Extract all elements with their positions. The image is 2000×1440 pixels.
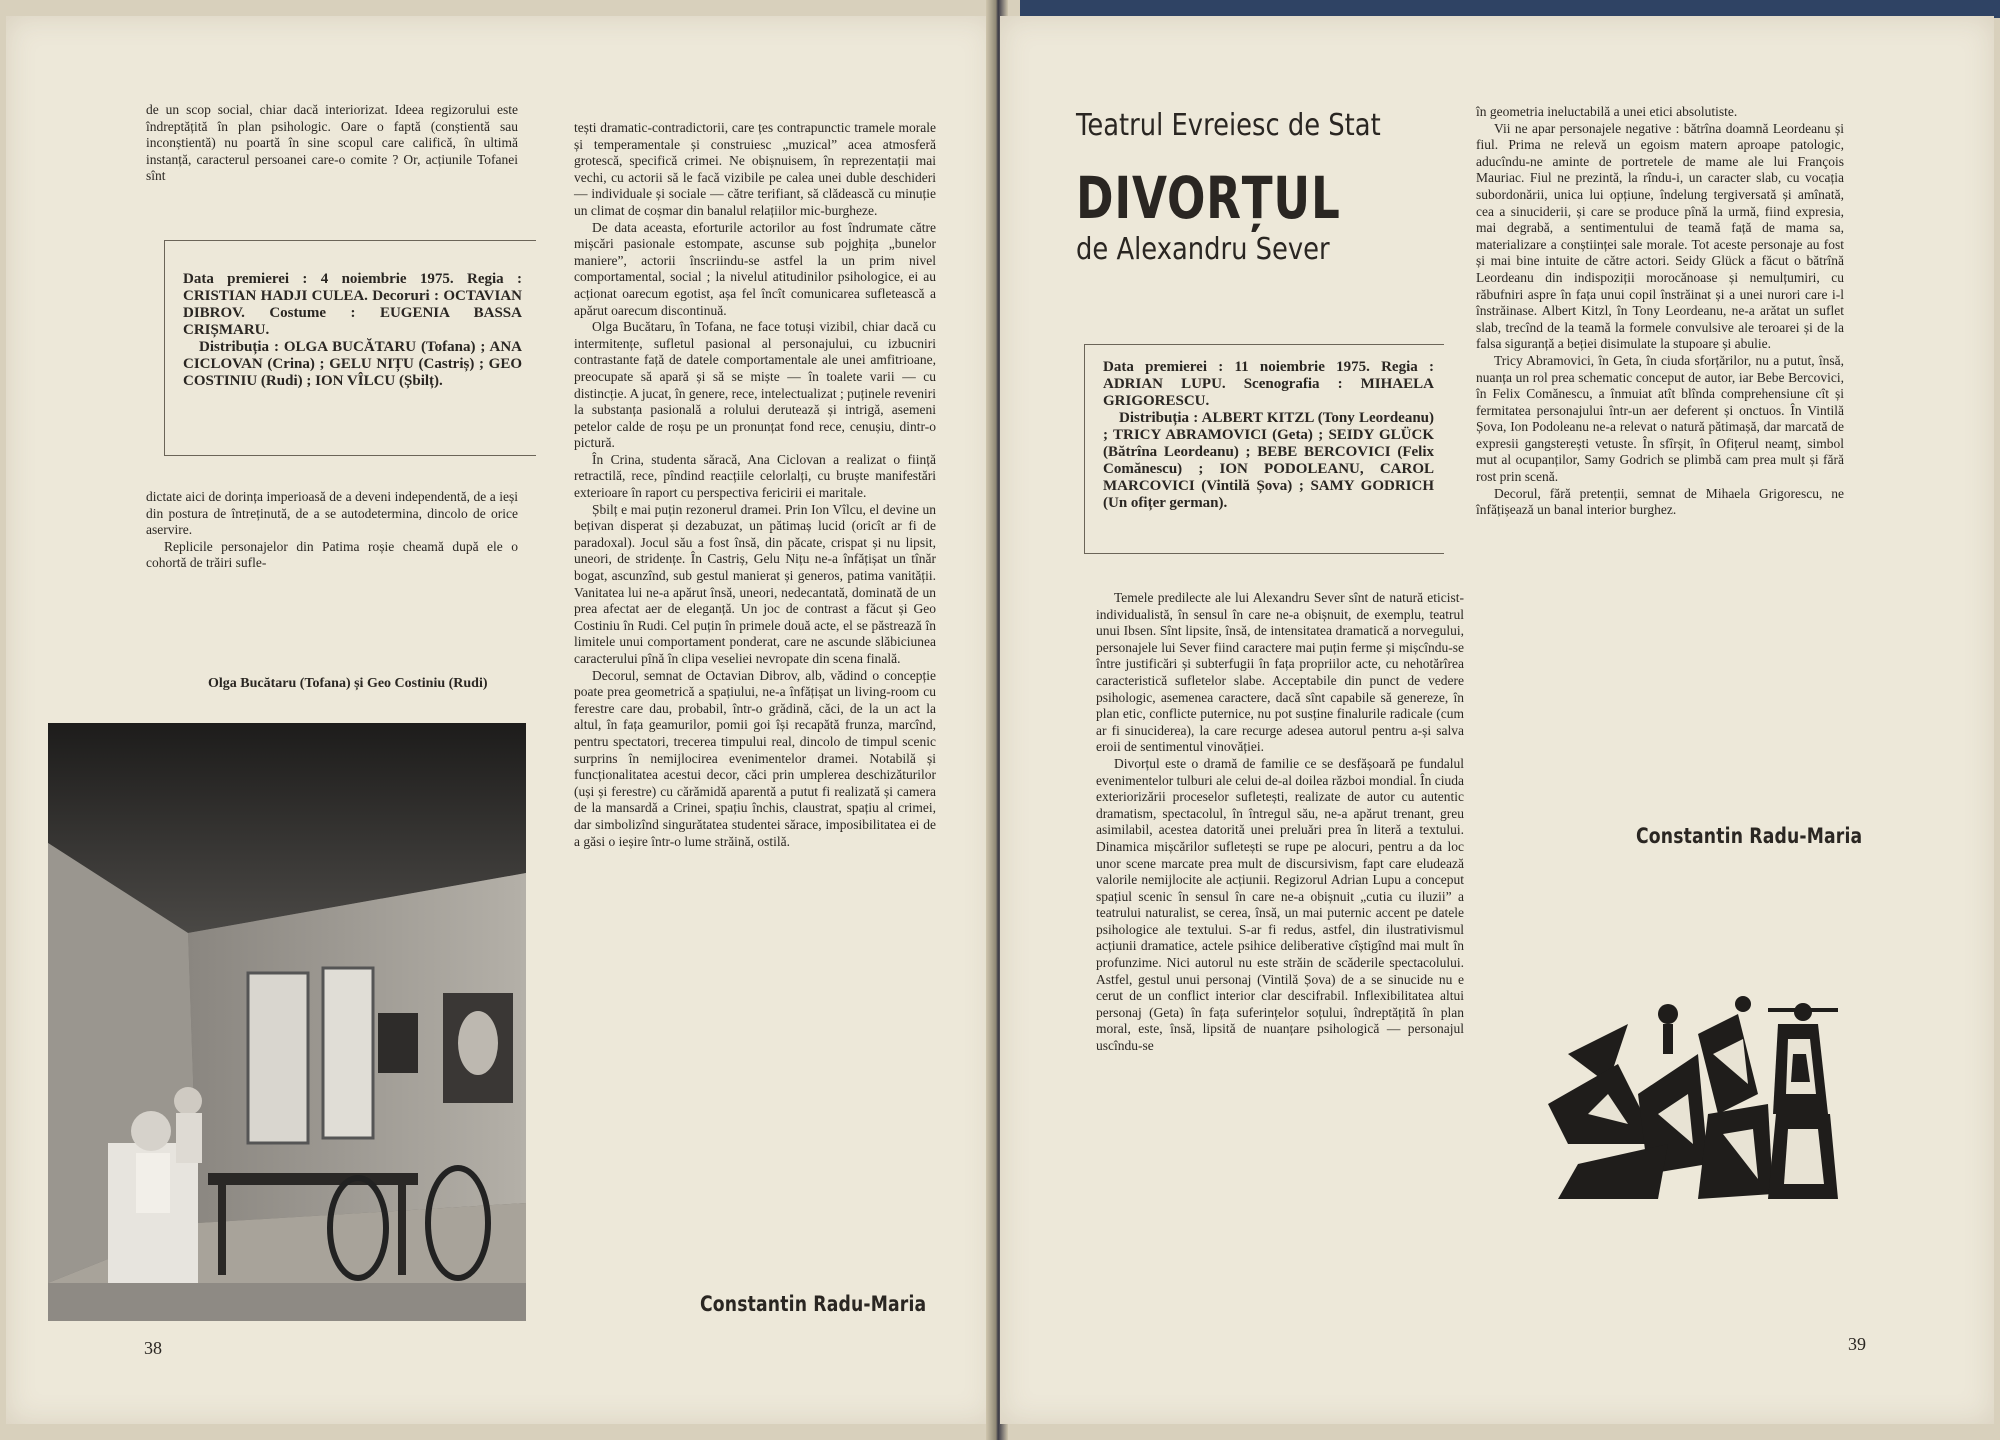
decorative-figures-illustration: [1548, 994, 1848, 1204]
right-col2-text: în geometria ineluctabilă a unei etici absolutiste. Vii ne apar personajele negative : bătrîna doamnă Leordeanu și fiul. Prima ne relevă un egoism matern aproape patologic, aducîndu-ne aminte de portretele de mame ale lui François Mauriac. Fiul ne prezintă, la rîndu-i, un caracter slab, cu vocația subordonării, unica lui opțiune, îndelung tergiversată și amînată, cea a sinuciderii, și care se produce pînă la urmă, fiind expresia, mai degrabă, a sentimentului de teamă față de mama sa, materializare a conștiinței sale morale. Tot aceste personaje au fost și mai bine intuite de către actori. Seidy Glück a făcut o bătrînă Leordeanu din indispoziții morocănoase și nemulțumiri, cu răbufniri aspre în fața unui copil înstrăinat și a unei nurori care i-l înstrăinase. Albert Kitzl, în Tony Leordeanu, ne-a arătat un suflet slab, trecînd de la teamă la formele convulsive ale teroarei și de la falsa siguranță a beției disimulate la stupoare și abulie. Tricy Abramovici, în Geta, în ciuda sforțărilor, nu a putut, însă, nuanța un rol prea schematic conceput de autor, iar Bebe Bercovici, în Felix Comănescu, a înmuiat atît blînda comprehensiune cît și fermitatea personajului într-un aer deferent și onctuos. În Vintilă Șova, Ion Podoleanu ne-a relevat o natură pătimașă, dar marcată de expresii gangsterești vetuste. În sfîrșit, în Ofițerul neamț, simbol mut al ocupanților, Samy Godrich se plimbă cam prea mult și fără rost prin scenă. Decorul, fără pretenții, semnat de Mihaela Grigorescu, ne înfățișează un banal interior burghez.: [1476, 104, 1844, 518]
right-credits-box: [1084, 344, 1444, 554]
right-credits-premiere: Data premierei : 11 noiembrie 1975. Regia : ADRIAN LUPU. Scenografia : MIHAELA GRIGORESCU.: [1103, 359, 1434, 409]
left-credits-premiere: Data premierei : 4 noiembrie 1975. Regia : CRISTIAN HADJI CULEA. Decoruri : OCTAVIAN DIBROV. Costume : EUGENIA BASSA CRIȘMARU.: [183, 271, 522, 338]
right-page: [1000, 16, 1994, 1424]
left-credits-box: [164, 240, 536, 456]
left-credits-cast: Distribuția : OLGA BUCĂTARU (Tofana) ; ANA CICLOVAN (Crina) ; GELU NIȚU (Castriș) ; GEO COSTINIU (Rudi) ; ION VÎLCU (Șbilț).: [183, 339, 522, 389]
left-col1-top-text: de un scop social, chiar dacă interiorizat. Ideea regizorului este îndreptățită în plan psihologic. Oare o faptă (conștientă sau inconștientă) nu poartă în sine scopul care califică, în ultimă instanță, caracterul persoanei care-o comite ? Or, acțiunile Tofanei sînt: [146, 102, 518, 184]
photo-caption: Olga Bucătaru (Tofana) și Geo Costiniu (Rudi): [208, 676, 488, 691]
stage-photo: [48, 723, 526, 1321]
theatre-title: Teatrul Evreiesc de Stat: [1076, 108, 1381, 143]
left-page-number: 38: [144, 1338, 162, 1358]
right-credits-cast: Distribuția : ALBERT KITZL (Tony Leordeanu) ; TRICY ABRAMOVICI (Geta) ; SEIDY GLÜCK (Bătrîna Leordeanu) ; BEBE BERCOVICI (Felix Comănescu) ; ION PODOLEANU, CAROL MARCOVICI (Vintilă Șova) ; SAMY GODRICH (Un ofițer german).: [1103, 410, 1434, 511]
left-page: [6, 16, 994, 1424]
left-col2-text: tești dramatic-contradictorii, care țes contrapunctic tramele morale și temperamentale și construiesc „muzical” acea atmosferă grotescă, specifică crimei. Ne obișnuisem, în reprezentații mai vechi, cu actorii să le facă vizibile pe calea unei duble deschideri — individuale și sociale — către terifiant, să clădească cu minuție un climat de coșmar din banalul relațiilor mic-burgheze. De data aceasta, eforturile actorilor au fost îndrumate către mișcări pasionale estompate, ascunse sub pojghița „bunelor maniere”, actorii înscriindu-se astfel la un prim nivel comportamental, social ; la nivelul atitudinilor psihologice, ei au acționat oarecum egotist, așa fel încît comunicarea sufletească a apărut oarecum discontinuă. Olga Bucătaru, în Tofana, ne face totuși vizibil, chiar dacă cu intermitențe, sufletul pasional al personajului, cu izbucniri contrastante față de datele comportamentale ale unei amfitrioane, preocupate să apară și să se miște — în toalete varii — cu distincție. A jucat, în genere, rece, intelectualizat ; puținele reveniri la substanța pasională a rolului derutează și intrigă, asemeni petelor calde de roșu pe un pronunțat fond rece, cenușiu, dintr-o pictură. În Crina, studenta săracă, Ana Ciclovan a realizat o ființă retractilă, rece, pîndind reacțiile celorlalți, cu bruște manifestări exterioare în raport cu perspectiva fericirii ei maritale. Șbilț e mai puțin rezonerul dramei. Prin Ion Vîlcu, el devine un bețivan disperat și dezabuzat, un pătimaș lucid (oricît ar fi de paradoxal). Jocul său a fost însă, din păcate, crispat și nu lipsit, uneori, de stridențe. În Castriș, Gelu Nițu ne-a înfățișat un tînăr bogat, ascunzînd, sub gestul manierat și generos, patima vanității. Vanitatea lui ne-a apărut însă, uneori, nedecantată, dominată de un prea afectat aer de eleganță. Un joc de contrast a făcut și Geo Costiniu în Rudi. Cel puțin în primele două acte, el se păstrează în limitele unui comportament ponderat, care ne ascunde slăbiciunea caracterului pînă în clipa veseliei nevropate din scena finală. Decorul, semnat de Octavian Dibrov, alb, vădind o concepție poate prea geometrică a spațiului, ne-a înfățișat un living-room cu ferestre care dau, probabil, într-o grădină, căci, de la un act la altul, în fața geamurilor, pomii goi își recapătă frunza, marcînd, pentru spectatori, trecerea timpului real, dincolo de timpul scenic surprins în nemijlocirea evenimentelor dramei. Notabilă și funcționalitatea acestui decor, căci prin umplerea deschizăturilor (uși și ferestre) cu cărămidă aparentă a putut fi realizată și camera de la mansardă a Crinei, spațiu închis, claustrat, spațiu al crimei, dar simbolizînd singurătatea studentei sărace, imposibilitatea ei de a găsi o ieșire într-o lume străină, ostilă.: [574, 120, 936, 849]
right-col1-text: Temele predilecte ale lui Alexandru Sever sînt de natură eticist-individualistă, în sensul în care ne-a obișnuit, de exemplu, teatrul unui Ibsen. Sînt lipsite, însă, de intensitatea dramatică a norvegului, personajele lui Sever fiind caractere mai puțin ferme și mișcîndu-se între justificări și subterfugii în fața propriilor acte, cu nehotărîrea caracteristică sufletelor slabe. Acceptabile din punct de vedere psihologic, asemenea caractere, dacă sînt capabile să genereze, în plan etic, conflicte puternice, nu pot susține finalurile radicale (cum ar fi sinuciderea), la care recurge adesea autorul pentru a-și salva eroii de sentimentul vinovăției. Divorțul este o dramă de familie ce se desfășoară pe fundalul evenimentelor tulburi ale celui de-al doilea război mondial. În ciuda exteriorizării proceselor sufletești, realizate de autor cu autentic dramatism, spectacolul, în întregul său, ne-a apărut trenant, greu asimilabil, acestea datorită unei preluări prea în literă a textului. Dinamica mișcărilor sufletești se rupe pe alocuri, pentru a da loc unor scene marcate prea mult de discursivism, fapt care eludează valorile nemijlocite ale acțiunii. Regizorul Adrian Lupu a conceput spațiul scenic în sensul în care ne-a obișnuit „cutia cu iluzii” a teatrului naturalist, se cerea, însă, un mai puternic accent pe datele psihologice ale textului. S-ar fi redus, astfel, din ilustrativismul acțiunii dramatice, actele psihice deliberative cîștigînd mai mult în profunzime. Nici autorul nu este străin de scăderile spectacolului. Astfel, gestul unui personaj (Vintilă Șova) de a se sinucide nu e cerut de un conflict interior clar descifrabil. Inflexibilitatea altui personaj (Geta) în fața suferințelor soțului, îndreptățită în plan moral, este, însă, lipsită de nuanțare psihologică — personajul uscîndu-se: [1096, 590, 1464, 1054]
right-page-number: 39: [1848, 1334, 1866, 1354]
play-author: de Alexandru Sever: [1076, 232, 1330, 267]
play-title: DIVORȚUL: [1076, 164, 1341, 232]
right-signature: Constantin Radu-Maria: [1636, 824, 1863, 848]
left-col1-after-text: dictate aici de dorința imperioasă de a deveni independentă, de a ieși din postura de întreținută, de a se autodetermina, dincolo de orice aservire. Replicile personajelor din Patima roșie cheamă după ele o cohortă de trăiri sufle-: [146, 489, 518, 571]
stage-photo-image: [48, 723, 526, 1321]
left-signature: Constantin Radu-Maria: [700, 1292, 927, 1316]
